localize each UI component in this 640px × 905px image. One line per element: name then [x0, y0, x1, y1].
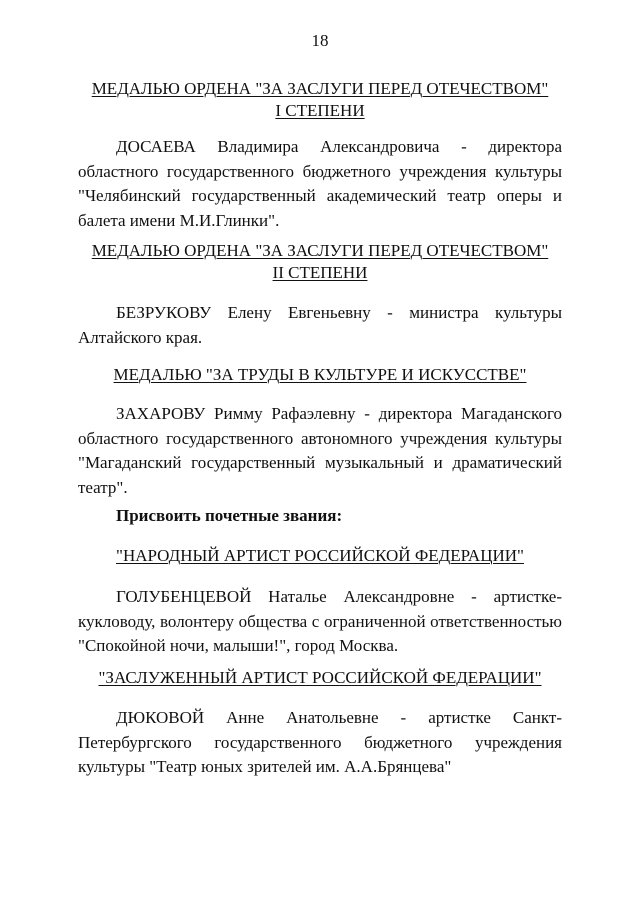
title-heading-2-text: "ЗАСЛУЖЕННЫЙ АРТИСТ РОССИЙСКОЙ ФЕДЕРАЦИИ" [98, 668, 542, 687]
title-heading-1 [60, 545, 580, 567]
award-heading-2 [60, 240, 580, 284]
award-2-recipient-text: БЕЗРУКОВУ Елену Евгеньевну - министра культуры Алтайского края. [78, 303, 562, 347]
award-heading-3-line-1: МЕДАЛЬЮ "ЗА ТРУДЫ В КУЛЬТУРЕ И ИСКУССТВЕ" [113, 365, 527, 384]
title-heading-1-text: "НАРОДНЫЙ АРТИСТ РОССИЙСКОЙ ФЕДЕРАЦИИ" [116, 546, 524, 565]
award-heading-1-line-1: МЕДАЛЬЮ ОРДЕНА "ЗА ЗАСЛУГИ ПЕРЕД ОТЕЧЕСТВОМ" [91, 79, 549, 98]
award-heading-2-line-2: II СТЕПЕНИ [272, 263, 368, 282]
page-number: 18 [311, 31, 329, 50]
title-heading-2 [60, 667, 580, 689]
title-1-recipient-text: ГОЛУБЕНЦЕВОЙ Наталье Александровне - артистке-кукловоду, волонтеру общества с ограниченной ответственностью "Спокойной ночи, малыши!", город Москва. [78, 587, 562, 655]
award-heading-1 [60, 78, 580, 122]
honors-intro: Присвоить почетные звания: [116, 506, 343, 525]
award-heading-1-line-2: I СТЕПЕНИ [275, 101, 365, 120]
award-3-recipient-text: ЗАХАРОВУ Римму Рафаэлевну - директора Магаданского областного государственного автономного учреждения культуры "Магаданский государственный музыкальный и драматический театр". [78, 404, 562, 497]
title-2-recipient-text: ДЮКОВОЙ Анне Анатольевне - артистке Санкт-Петербургского государственного бюджетного учреждения культуры "Театр юных зрителей им. А.А.Брянцева" [78, 708, 562, 776]
award-1-recipient-text: ДОСАЕВА Владимира Александровича - директора областного государственного бюджетного учреждения культуры "Челябинский государственный академический театр оперы и балета имени М.И.Глинки". [78, 137, 562, 230]
award-heading-3 [60, 364, 580, 386]
award-heading-2-line-1: МЕДАЛЬЮ ОРДЕНА "ЗА ЗАСЛУГИ ПЕРЕД ОТЕЧЕСТВОМ" [91, 241, 549, 260]
